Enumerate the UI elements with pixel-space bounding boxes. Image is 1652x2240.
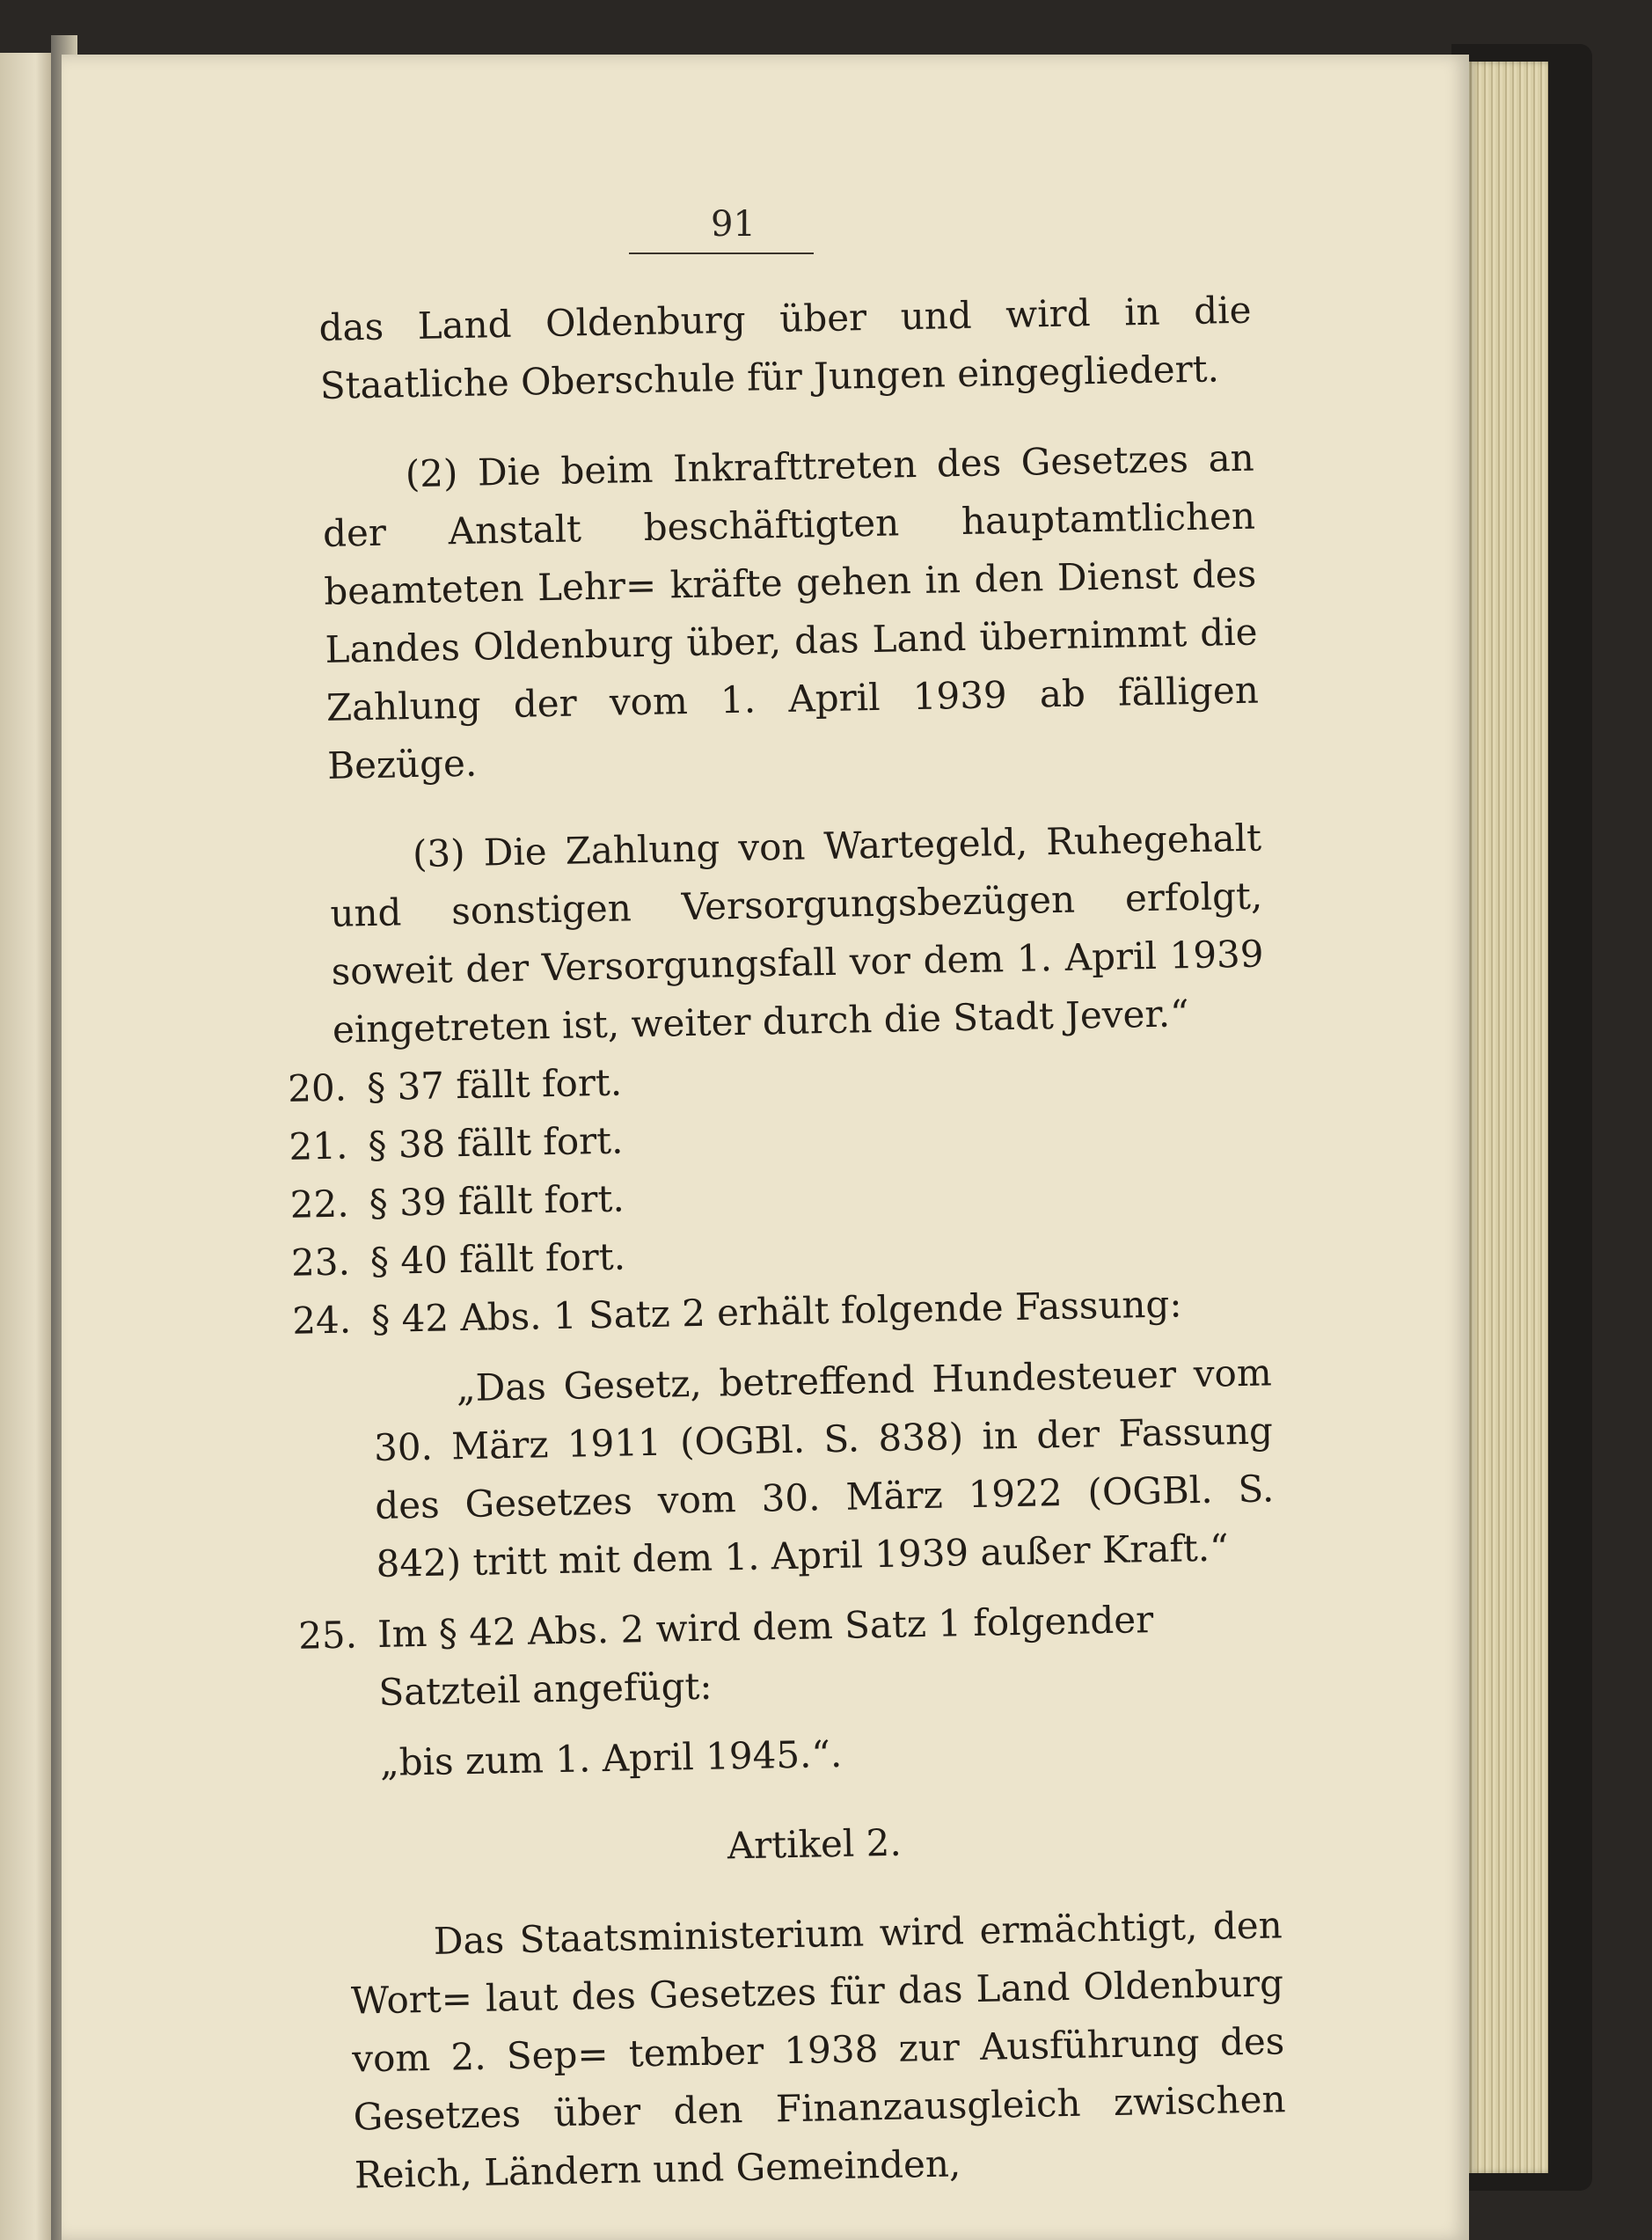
quote-hundesteuer: „Das Gesetz, betreffend Hundesteuer vom 30. März 1911 (OGBl. S. 838) in der Fassung des Gesetzes vom 30. März 1922 (OGBl. S. 842) tritt mit dem 1. April 1939 außer Kraft.“ bbox=[373, 1351, 1275, 1586]
item-text: § 42 Abs. 1 Satz 2 erhält folgende Fassung: bbox=[370, 1282, 1182, 1342]
item-text: § 37 fällt fort. bbox=[366, 1060, 623, 1109]
item-text: § 38 fällt fort. bbox=[368, 1118, 624, 1168]
item-number: 22. bbox=[289, 1182, 350, 1226]
item-number: 20. bbox=[287, 1065, 347, 1110]
item-number: 24. bbox=[291, 1298, 352, 1343]
header-rule bbox=[629, 253, 814, 254]
page-edges bbox=[1467, 62, 1548, 2173]
body-text bbox=[287, 282, 1287, 2205]
item-number: 25. bbox=[297, 1613, 358, 1658]
article-paragraph: Das Staatsministerium wird ermächtigt, den Wort= laut des Gesetzes für das Land Oldenburg vom 2. Sep= tember 1938 zur Ausführung des Gesetzes über den Finanzausgleich zwischen Reich, Ländern und Gemeinden, bbox=[350, 1903, 1286, 2197]
article-heading: Artikel 2. bbox=[727, 1820, 903, 1868]
item-number: 23. bbox=[290, 1240, 351, 1285]
item-text: Im § 42 Abs. 2 wird dem Satz 1 folgender Satzteil angefügt: bbox=[376, 1598, 1154, 1714]
quote-bis-1945: „bis zum 1. April 1945.“. bbox=[379, 1731, 843, 1784]
paragraph-2: (2) Die beim Inkrafttreten des Gesetzes an der Anstalt beschäftigten hauptamtlichen beamteten Lehr= kräfte gehen in den Dienst des Landes Oldenburg über, das Land übernimmt die Zahlung der vom 1. April 1939 ab fälligen Bezüge. bbox=[322, 436, 1260, 787]
paragraph-3: (3) Die Zahlung von Wartegeld, Ruhegehalt und sonstigen Versorgungsbezügen erfolgt, soweit der Versorgungsfall vor dem 1. April 1939 eingetreten ist, weiter durch die Stadt Jever.“ bbox=[329, 816, 1264, 1051]
item-text: § 40 fällt fort. bbox=[369, 1234, 626, 1284]
paragraph-1: das Land Oldenburg über und wird in die Staatliche Oberschule für Jungen eingegliedert. bbox=[318, 288, 1252, 407]
item-number: 21. bbox=[289, 1124, 348, 1168]
item-text: § 39 fällt fort. bbox=[369, 1176, 625, 1226]
page-number: 91 bbox=[711, 204, 756, 245]
left-facing-page bbox=[0, 53, 51, 2240]
list-item-25 bbox=[297, 1588, 1278, 1722]
